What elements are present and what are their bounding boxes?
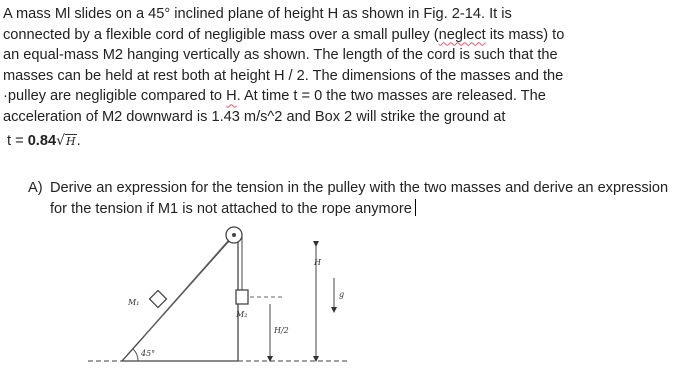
mass-m2-label: M₂ bbox=[236, 310, 248, 319]
mass-m1-box bbox=[150, 291, 167, 308]
angle-arc bbox=[133, 349, 138, 361]
problem-line-6: acceleration of M2 downward is 1.43 m/s^2 and Box 2 will strike the ground at bbox=[3, 108, 506, 125]
problem-line-3: an equal-mass M2 hanging vertically as shown. The length of the cord is such that the bbox=[3, 47, 558, 64]
mass-m1-label: M₁ bbox=[128, 298, 140, 307]
gravity-label: g bbox=[339, 290, 345, 299]
problem-line-1: A mass Ml slides on a 45° inclined plane of height H as shown in Fig. 2-14. It is bbox=[3, 6, 512, 22]
spellcheck-word-h[interactable]: H bbox=[226, 88, 237, 105]
problem-statement bbox=[3, 4, 683, 128]
question-text: Derive an expression for the tension in the pulley with the two masses and derive an expression for the tension if M1 is not attached to the rope anymore bbox=[50, 180, 669, 217]
text-cursor bbox=[415, 199, 417, 216]
problem-line-4: masses can be held at rest both at height H / 2. The dimensions of the masses and the bbox=[3, 67, 564, 84]
question-label: A) bbox=[28, 180, 43, 196]
question-a[interactable] bbox=[28, 178, 678, 219]
problem-line-2: connected by a flexible cord of negligible mass over a small pulley (neglect its mass) to bbox=[3, 26, 565, 43]
height-label: H bbox=[314, 258, 321, 267]
sqrt-expression: √H bbox=[56, 133, 76, 149]
impact-time-value: 0.84 bbox=[27, 133, 57, 149]
angle-label: 45° bbox=[141, 349, 156, 358]
spellcheck-word-neglect[interactable]: neglect bbox=[438, 26, 486, 43]
half-height-label: H/2 bbox=[274, 326, 289, 335]
figure-svg bbox=[88, 224, 350, 372]
problem-line-5: ·pulley are negligible compared to H. At time t = 0 the two masses are released. The bbox=[3, 88, 546, 105]
incline-pulley-figure bbox=[88, 224, 350, 372]
mass-m2-box bbox=[236, 290, 248, 304]
impact-time-formula: t = 0.84√H. bbox=[7, 133, 81, 149]
